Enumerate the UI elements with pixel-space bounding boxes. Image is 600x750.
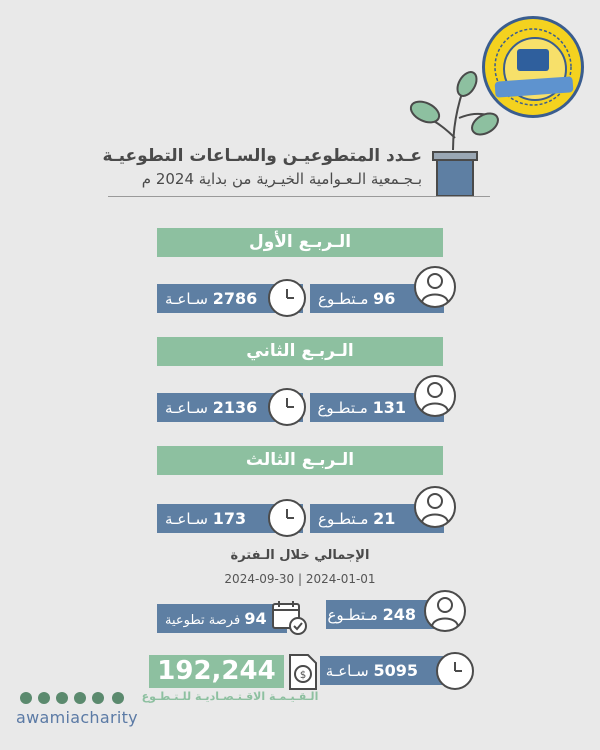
total-hours-value: 5095 xyxy=(373,661,418,680)
clock-icon xyxy=(268,499,306,537)
tiktok-icon[interactable] xyxy=(74,692,86,704)
clock-icon xyxy=(268,279,306,317)
period-total-title: الإجمالي خلال الـفترة xyxy=(230,548,370,563)
title-divider xyxy=(108,196,490,197)
quarter-3-header: الـربـع الثالث xyxy=(157,446,443,475)
quarter-1-volunteers-unit: مـتطـوع xyxy=(318,290,369,308)
instagram-icon[interactable] xyxy=(38,692,50,704)
social-handle[interactable]: awamiacharity xyxy=(16,708,138,727)
quarter-1-hours-unit: سـاعـة xyxy=(165,290,208,308)
page-title: عـدد المتطوعيـن والسـاعات التطوعيـة xyxy=(102,146,422,166)
quarter-2-hours-unit: سـاعـة xyxy=(165,399,208,417)
page-subtitle: بـجـمعية الـعـوامية الخيـرية من بداية 2024 م xyxy=(141,170,422,188)
book-icon xyxy=(517,49,549,71)
calendar-check-icon xyxy=(270,598,308,636)
total-opportunities xyxy=(157,604,287,633)
clock-icon xyxy=(436,652,474,690)
quarter-3-hours-value: 173 xyxy=(212,509,247,528)
quarter-2-volunteers-value: 131 xyxy=(372,398,406,417)
money-document-icon xyxy=(286,652,320,692)
volunteer-person-icon xyxy=(414,375,456,417)
total-volunteers-value: 248 xyxy=(382,605,416,624)
total-hours xyxy=(320,656,450,685)
volunteer-person-icon xyxy=(414,266,456,308)
period-dates: 2024-09-30 | 2024-01-01 xyxy=(224,572,376,586)
total-opportunities-value: 94 xyxy=(244,609,267,628)
youtube-icon[interactable] xyxy=(92,692,104,704)
x-icon[interactable] xyxy=(56,692,68,704)
clock-icon xyxy=(268,388,306,426)
quarter-1-header: الـربـع الأول xyxy=(157,228,443,257)
quarter-3-volunteers-unit: مـتطـوع xyxy=(318,510,369,528)
quarter-2-volunteers-unit: مـتطـوع xyxy=(317,399,368,417)
economic-value-label: الـقـيـمـة الاقـتـصـاديـة للـتـطـوع xyxy=(141,690,319,703)
facebook-icon[interactable] xyxy=(20,692,32,704)
svg-text:$: $ xyxy=(299,670,307,681)
total-hours-unit: سـاعـة xyxy=(325,662,369,680)
volunteer-person-icon xyxy=(414,486,456,528)
quarter-1-volunteers-value: 96 xyxy=(373,289,396,308)
quarter-1-hours-value: 2786 xyxy=(212,289,258,308)
total-opportunities-unit: فرصة تطوعية xyxy=(165,613,241,628)
linkedin-icon[interactable] xyxy=(112,692,124,704)
volunteer-person-icon xyxy=(424,590,466,632)
economic-value: 192,244 xyxy=(149,655,284,688)
quarter-3-volunteers-value: 21 xyxy=(373,509,396,528)
total-volunteers-unit: مـتطـوع xyxy=(327,606,378,624)
quarter-3-hours-unit: سـاعـة xyxy=(165,510,208,528)
quarter-2-hours-value: 2136 xyxy=(212,398,258,417)
quarter-2-header: الـربـع الثاني xyxy=(157,337,443,366)
